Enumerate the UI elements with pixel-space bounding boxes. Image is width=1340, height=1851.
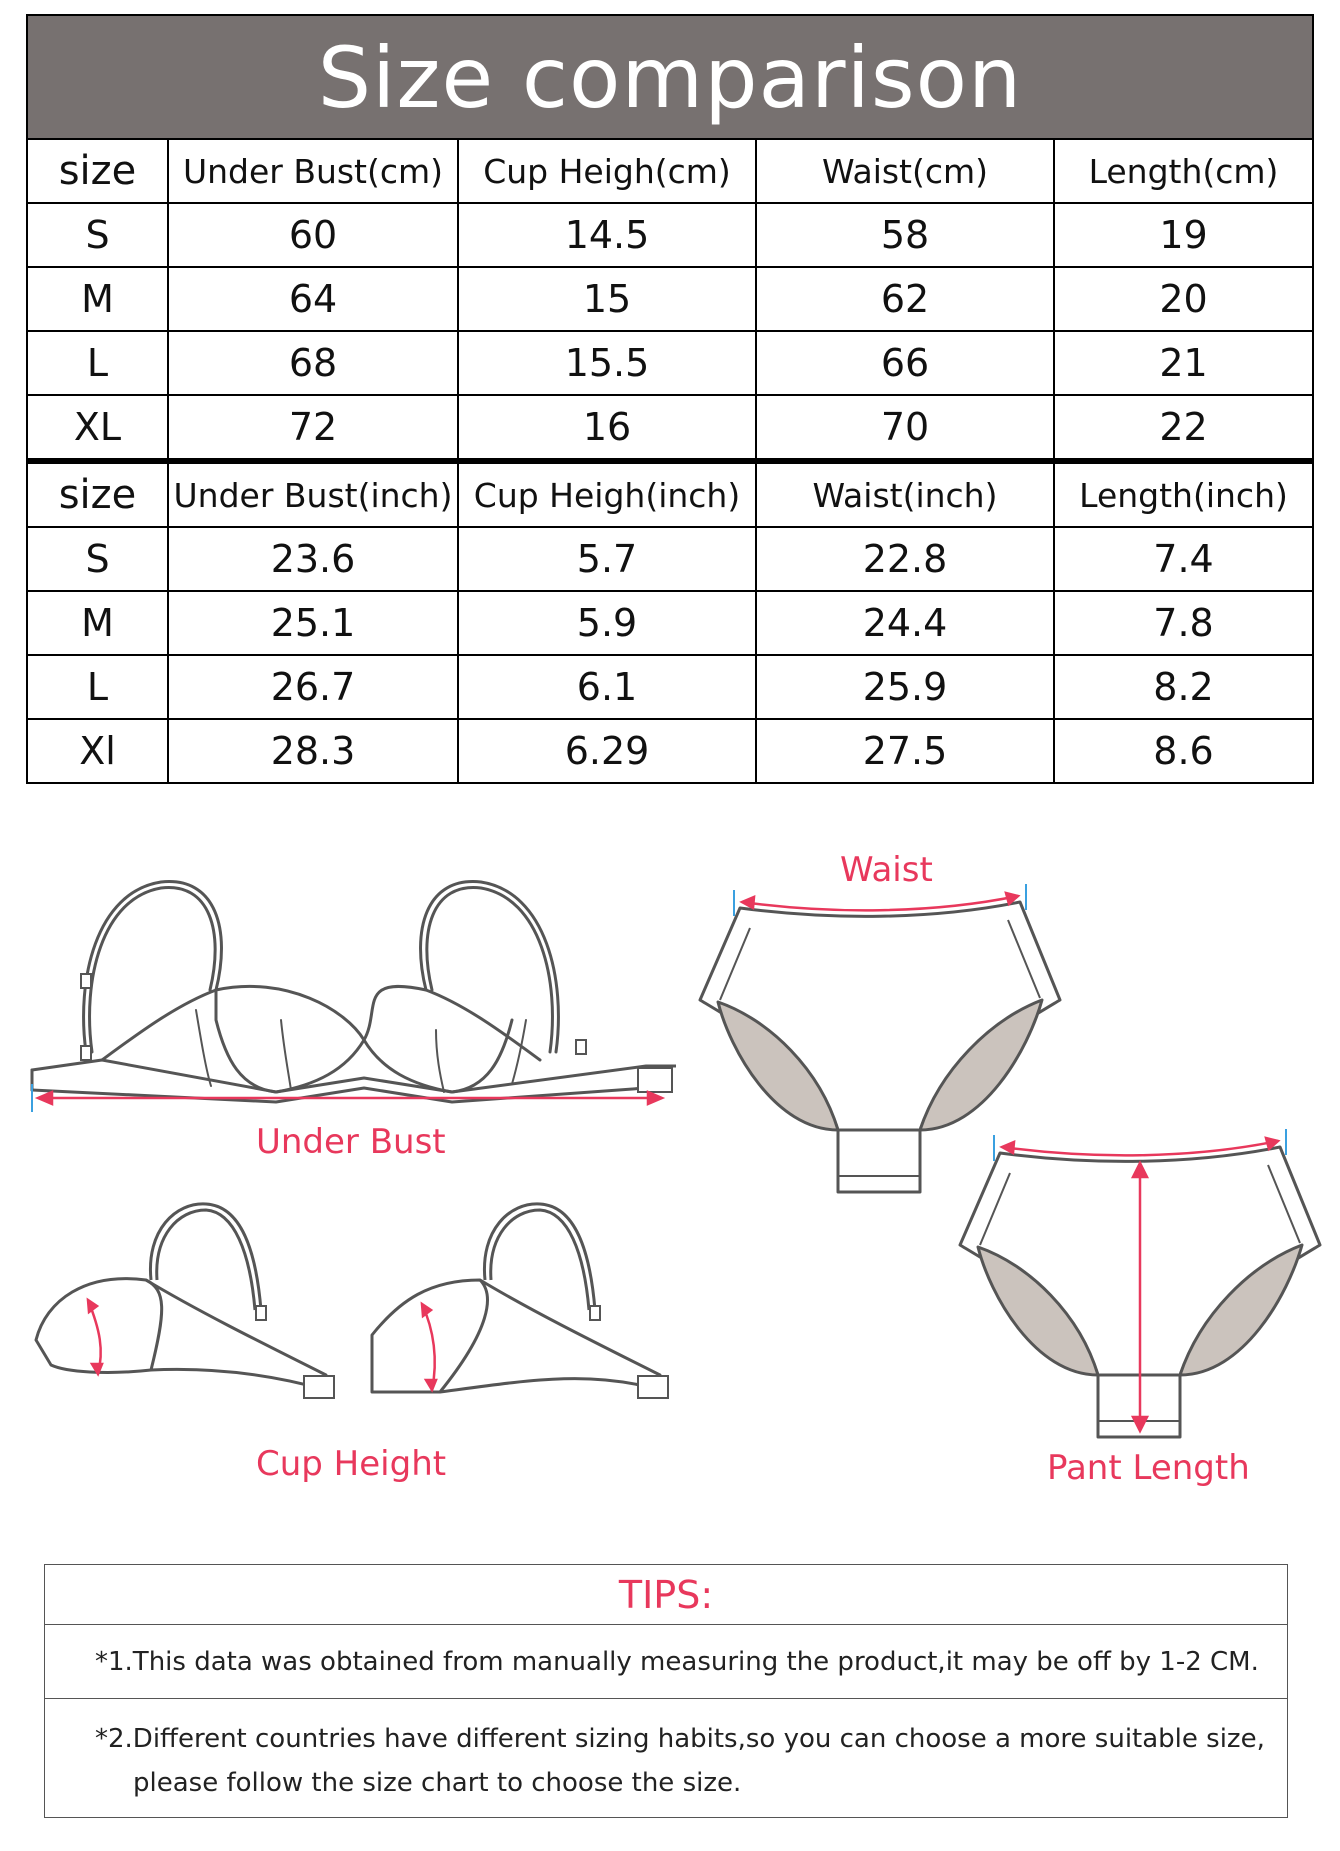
tips-heading: TIPS: [45,1565,1287,1625]
table-cell: 25.1 [168,591,458,655]
table-row [28,719,1312,782]
table-header-cell: Cup Heigh(inch) [458,461,756,527]
tip-2 [45,1699,1287,1817]
table-cell: 19 [1054,203,1312,267]
table-cell: 66 [756,331,1054,395]
table-cell: 28.3 [168,719,458,782]
table-header-cell: Cup Heigh(cm) [458,140,756,203]
table-cell: 68 [168,331,458,395]
table-header-cell: size [28,140,168,203]
table-cell: 22.8 [756,527,1054,591]
table-cell: 64 [168,267,458,331]
waist-label: Waist [840,850,933,890]
table-cell: S [28,203,168,267]
table-header-cell: Length(inch) [1054,461,1312,527]
table-cell: 70 [756,395,1054,461]
table-cell: 23.6 [168,527,458,591]
table-cell: 5.9 [458,591,756,655]
table-cell: 7.8 [1054,591,1312,655]
bra-side-diagram-left [26,1200,346,1410]
size-grid [28,140,1312,782]
pant-length-label: Pant Length [1047,1448,1250,1488]
table-row [28,527,1312,591]
table-cell: S [28,527,168,591]
table-header-cell: Length(cm) [1054,140,1312,203]
tip-2-line-2: please follow the size chart to choose the size. [133,1768,742,1798]
table-cell: L [28,655,168,719]
table-header-cell: Waist(inch) [756,461,1054,527]
table-cell: 58 [756,203,1054,267]
table-cell: 8.6 [1054,719,1312,782]
table-cell: 60 [168,203,458,267]
under-bust-label: Under Bust [256,1122,446,1162]
cm-header-row [28,140,1312,203]
bra-front-diagram [26,870,676,1120]
table-row [28,331,1312,395]
bra-side-diagram-right [360,1200,680,1410]
table-cell: 24.4 [756,591,1054,655]
table-cell: M [28,591,168,655]
table-cell: 7.4 [1054,527,1312,591]
tip-1: *1.This data was obtained from manually measuring the product,it may be off by 1-2 CM. [45,1625,1287,1699]
table-cell: Xl [28,719,168,782]
table-cell: 15 [458,267,756,331]
table-cell: L [28,331,168,395]
table-cell: 15.5 [458,331,756,395]
table-cell: XL [28,395,168,461]
table-row [28,591,1312,655]
table-cell: 14.5 [458,203,756,267]
tip-2-line-1: *2.Different countries have different sizing habits,so you can choose a more suitable size, [95,1724,1265,1754]
table-cell: M [28,267,168,331]
table-row [28,655,1312,719]
table-cell: 8.2 [1054,655,1312,719]
table-cell: 6.29 [458,719,756,782]
table-cell: 6.1 [458,655,756,719]
table-header-cell: size [28,461,168,527]
table-row [28,395,1312,461]
panty-length-diagram [950,1125,1330,1445]
table-cell: 22 [1054,395,1312,461]
cup-height-label: Cup Height [256,1444,447,1484]
table-row [28,203,1312,267]
table-cell: 27.5 [756,719,1054,782]
page-title: Size comparison [28,16,1312,140]
tips-box [44,1564,1288,1818]
inch-header-row [28,461,1312,527]
size-table [26,14,1314,784]
table-cell: 21 [1054,331,1312,395]
table-header-cell: Waist(cm) [756,140,1054,203]
table-cell: 62 [756,267,1054,331]
table-cell: 26.7 [168,655,458,719]
table-cell: 5.7 [458,527,756,591]
table-cell: 16 [458,395,756,461]
table-cell: 72 [168,395,458,461]
table-cell: 25.9 [756,655,1054,719]
table-row [28,267,1312,331]
table-cell: 20 [1054,267,1312,331]
table-header-cell: Under Bust(cm) [168,140,458,203]
table-header-cell: Under Bust(inch) [168,461,458,527]
